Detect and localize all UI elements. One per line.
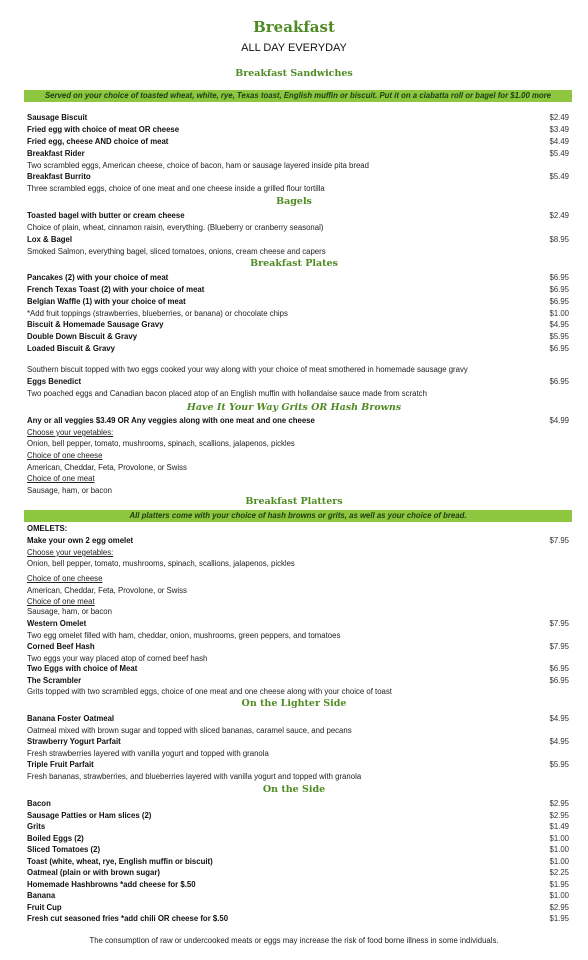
menu-item-description: Two egg omelet filled with ham, cheddar, onion, mushrooms, green peppers, and tomatoes bbox=[27, 631, 341, 640]
menu-item-name: Sausage Biscuit bbox=[27, 113, 88, 122]
menu-item-name: Banana Foster Oatmeal bbox=[27, 714, 115, 723]
menu-title: Breakfast bbox=[253, 18, 335, 36]
menu-item-name: Lox & Bagel bbox=[27, 235, 73, 244]
menu-item-price: $6.95 bbox=[549, 344, 569, 353]
menu-item-description: Two scrambled eggs, American cheese, choice of bacon, ham or sausage layered inside pita bread bbox=[27, 161, 369, 170]
option-heading: Choice of one cheese bbox=[27, 574, 103, 583]
menu-item-description: Two poached eggs and Canadian bacon placed atop of an English muffin with hollandaise sauce made from scratch bbox=[27, 389, 427, 398]
menu-item-price: $1.00 bbox=[549, 845, 569, 854]
menu-item-price: $5.49 bbox=[549, 149, 569, 158]
menu-item-name: Fried egg, cheese AND choice of meat bbox=[27, 137, 169, 146]
menu-item-price: $6.95 bbox=[549, 297, 569, 306]
menu-item-price: $7.95 bbox=[549, 619, 569, 628]
menu-item-price: $1.00 bbox=[549, 834, 569, 843]
menu-item-price: $8.95 bbox=[549, 235, 569, 244]
menu-item-name: The Scrambler bbox=[27, 676, 82, 685]
menu-item-name: Breakfast Rider bbox=[27, 149, 85, 158]
menu-item-price: $4.99 bbox=[549, 416, 569, 425]
option-list: Sausage, ham, or bacon bbox=[27, 607, 112, 616]
option-list: Sausage, ham, or bacon bbox=[27, 486, 112, 495]
menu-item-price: $1.95 bbox=[549, 880, 569, 889]
option-list: American, Cheddar, Feta, Provolone, or Swiss bbox=[27, 586, 187, 595]
menu-item-name: Strawberry Yogurt Parfait bbox=[27, 737, 121, 746]
menu-item-name: Biscuit & Homemade Sausage Gravy bbox=[27, 320, 164, 329]
menu-item-price: $1.00 bbox=[549, 857, 569, 866]
menu-item-name: Breakfast Burrito bbox=[27, 172, 91, 181]
menu-item-name: Bacon bbox=[27, 799, 51, 808]
menu-item-price: $7.95 bbox=[549, 536, 569, 545]
menu-item-price: $6.95 bbox=[549, 377, 569, 386]
menu-item-price: $4.95 bbox=[549, 320, 569, 329]
option-list: Onion, bell pepper, tomato, mushrooms, spinach, scallions, jalapenos, pickles bbox=[27, 559, 295, 568]
menu-item-name: Double Down Biscuit & Gravy bbox=[27, 332, 138, 341]
menu-item-price: $6.95 bbox=[549, 664, 569, 673]
menu-item-price: $6.95 bbox=[549, 273, 569, 282]
menu-item-price: $2.95 bbox=[549, 811, 569, 820]
section-heading-sandwiches: Breakfast Sandwiches bbox=[235, 68, 353, 79]
section-heading-bagels: Bagels bbox=[276, 196, 312, 207]
menu-item-price: $5.49 bbox=[549, 172, 569, 181]
menu-item-price: $6.95 bbox=[549, 676, 569, 685]
menu-item-price: $4.95 bbox=[549, 714, 569, 723]
menu-item-name: Western Omelet bbox=[27, 619, 87, 628]
option-heading: Choice of one cheese bbox=[27, 451, 103, 460]
menu-item-name: Eggs Benedict bbox=[27, 377, 82, 386]
menu-item-price: $2.25 bbox=[549, 868, 569, 877]
menu-item-description: Oatmeal mixed with brown sugar and topped with sliced bananas, caramel sauce, and pecans bbox=[27, 726, 352, 735]
menu-item-name: Grits bbox=[27, 822, 46, 831]
menu-item-name: French Texas Toast (2) with your choice of meat bbox=[27, 285, 205, 294]
menu-item-price: $1.00 bbox=[549, 891, 569, 900]
menu-item-price: $3.49 bbox=[549, 125, 569, 134]
menu-item-name: Toast (white, wheat, rye, English muffin or biscuit) bbox=[27, 857, 213, 866]
menu-item-name: Fried egg with choice of meat OR cheese bbox=[27, 125, 180, 134]
menu-item-description: *Add fruit toppings (strawberries, blueberries, or banana) or chocolate chips bbox=[27, 309, 288, 318]
menu-item-price: $2.49 bbox=[549, 211, 569, 220]
menu-item-price: $1.95 bbox=[549, 914, 569, 923]
menu-item-description: Three scrambled eggs, choice of one meat and one cheese inside a grilled flour tortilla bbox=[27, 184, 325, 193]
menu-item-name: Triple Fruit Parfait bbox=[27, 760, 94, 769]
menu-item-description: Fresh strawberries layered with vanilla yogurt and topped with granola bbox=[27, 749, 269, 758]
section-heading-side: On the Side bbox=[262, 784, 326, 795]
menu-item-name: Fruit Cup bbox=[27, 903, 62, 912]
menu-item-name: Loaded Biscuit & Gravy bbox=[27, 344, 115, 353]
section-heading-lighter: On the Lighter Side bbox=[241, 698, 347, 709]
menu-subtitle: ALL DAY EVERYDAY bbox=[241, 42, 347, 54]
menu-item-name: Homemade Hashbrowns *add cheese for $.50 bbox=[27, 880, 196, 889]
option-heading: Choose your vegetables: bbox=[27, 548, 114, 557]
food-safety-disclaimer: The consumption of raw or undercooked meats or eggs may increase the risk of food borne illness in some individuals. bbox=[89, 936, 499, 945]
section-heading-grits: Have It Your Way Grits OR Hash Browns bbox=[186, 402, 402, 413]
menu-item-price: $4.95 bbox=[549, 737, 569, 746]
menu-item-name: OMELETS: bbox=[27, 524, 68, 533]
menu-item-name: Sliced Tomatoes (2) bbox=[27, 845, 101, 854]
menu-item-description: Southern biscuit topped with two eggs cooked your way along with your choice of meat smothered in homemade sausage gravy bbox=[27, 365, 468, 374]
menu-item-price: $2.95 bbox=[549, 799, 569, 808]
platters-banner: All platters come with your choice of hash browns or grits, as well as your choice of bread. bbox=[24, 510, 572, 522]
menu-item-name: Toasted bagel with butter or cream cheese bbox=[27, 211, 185, 220]
section-heading-plates: Breakfast Plates bbox=[250, 258, 338, 269]
menu-item-description: Two eggs your way placed atop of corned beef hash bbox=[27, 654, 208, 663]
menu-item-price: $2.49 bbox=[549, 113, 569, 122]
menu-item-price: $6.95 bbox=[549, 285, 569, 294]
menu-item-price: $1.49 bbox=[549, 822, 569, 831]
menu-item-price: $2.95 bbox=[549, 903, 569, 912]
menu-item-name: Sausage Patties or Ham slices (2) bbox=[27, 811, 152, 820]
menu-item-name: Make your own 2 egg omelet bbox=[27, 536, 134, 545]
option-heading: Choice of one meat bbox=[27, 597, 95, 606]
menu-item-name: Corned Beef Hash bbox=[27, 642, 95, 651]
menu-item-name: Any or all veggies $3.49 OR Any veggies along with one meat and one cheese bbox=[27, 416, 315, 425]
menu-item-name: Pancakes (2) with your choice of meat bbox=[27, 273, 169, 282]
menu-item-price: $1.00 bbox=[549, 309, 569, 318]
menu-item-description: Grits topped with two scrambled eggs, choice of one meat and one cheese along with your choice of toast bbox=[27, 687, 392, 696]
menu-item-name: Boiled Eggs (2) bbox=[27, 834, 84, 843]
menu-item-price: $4.49 bbox=[549, 137, 569, 146]
menu-item-name: Fresh cut seasoned fries *add chili OR cheese for $.50 bbox=[27, 914, 229, 923]
menu-item-name: Oatmeal (plain or with brown sugar) bbox=[27, 868, 160, 877]
menu-item-name: Belgian Waffle (1) with your choice of meat bbox=[27, 297, 186, 306]
option-list: American, Cheddar, Feta, Provolone, or Swiss bbox=[27, 463, 187, 472]
option-heading: Choose your vegetables: bbox=[27, 428, 114, 437]
menu-item-price: $5.95 bbox=[549, 760, 569, 769]
menu-item-name: Two Eggs with choice of Meat bbox=[27, 664, 138, 673]
option-heading: Choice of one meat bbox=[27, 474, 95, 483]
menu-item-name: Banana bbox=[27, 891, 56, 900]
menu-item-description: Fresh bananas, strawberries, and blueberries layered with vanilla yogurt and topped with granola bbox=[27, 772, 362, 781]
menu-item-price: $5.95 bbox=[549, 332, 569, 341]
section-heading-platters: Breakfast Platters bbox=[245, 496, 343, 507]
menu-item-description: Choice of plain, wheat, cinnamon raisin, everything. (Blueberry or cranberry seasonal) bbox=[27, 223, 324, 232]
sandwiches-banner: Served on your choice of toasted wheat, white, rye, Texas toast, English muffin or biscuit. Put it on a ciabatta roll or bagel for $1.00 more bbox=[24, 90, 572, 102]
option-list: Onion, bell pepper, tomato, mushrooms, spinach, scallions, jalapenos, pickles bbox=[27, 439, 295, 448]
menu-item-description: Smoked Salmon, everything bagel, sliced tomatoes, onions, cream cheese and capers bbox=[27, 247, 326, 256]
menu-item-price: $7.95 bbox=[549, 642, 569, 651]
